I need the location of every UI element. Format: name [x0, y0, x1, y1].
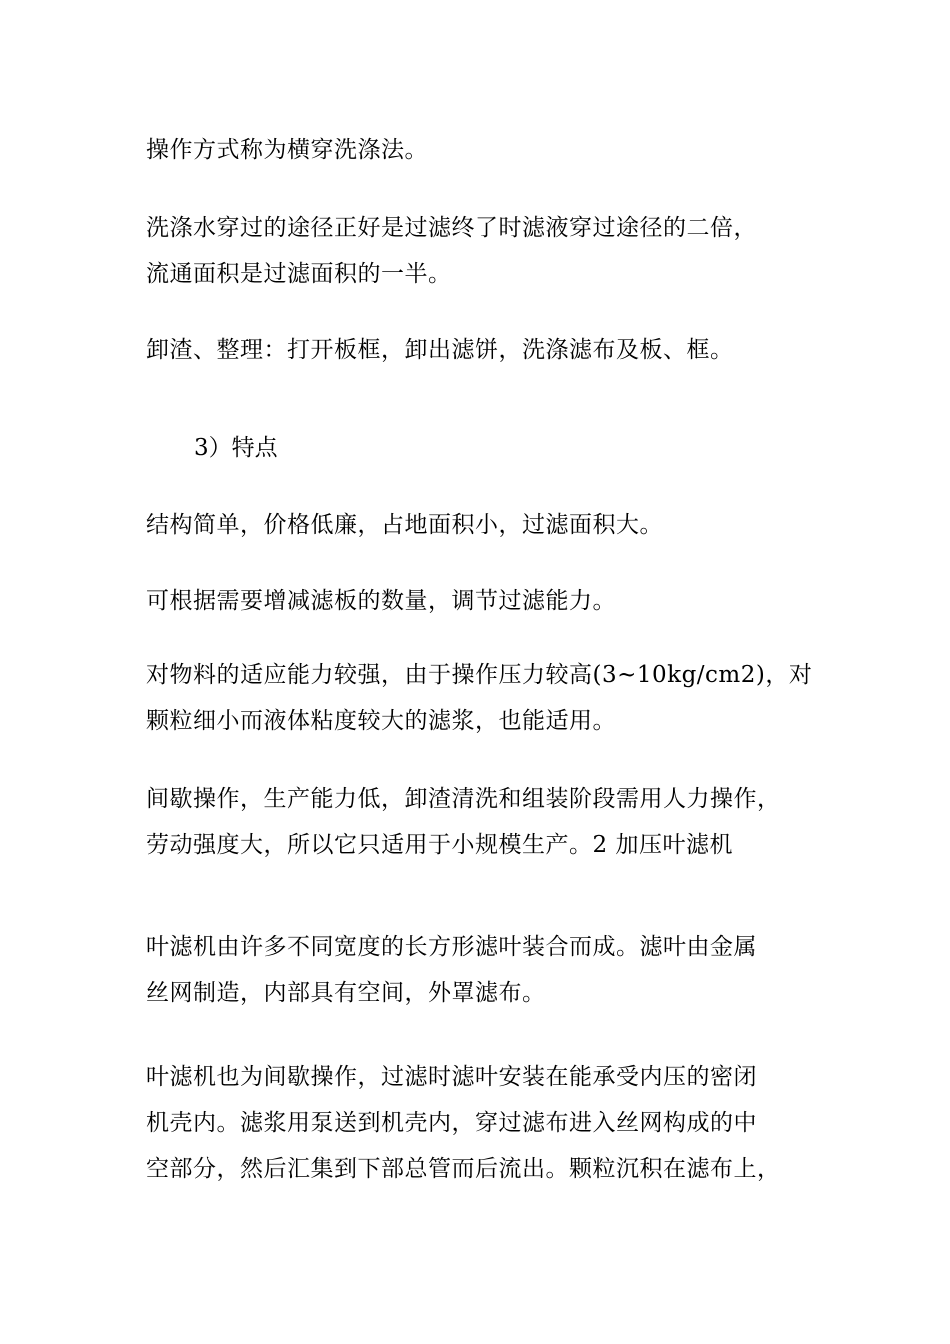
paragraph-feature-plates: [146, 578, 810, 624]
paragraph-wash-path: [146, 205, 810, 297]
text-line: 空部分，然后汇集到下部总管而后流出。颗粒沉积在滤布上，: [146, 1156, 781, 1182]
text-line: 流通面积是过滤面积的一半。: [146, 261, 452, 287]
paragraph-feature-adaptability: [146, 652, 813, 744]
text-line: 叶滤机由许多不同宽度的长方形滤叶装合而成。滤叶由金属: [146, 934, 757, 960]
text-line: 间歇操作，生产能力低，卸渣清洗和组装阶段需用人力操作，: [146, 786, 781, 812]
text-line: 颗粒细小而液体粘度较大的滤浆，也能适用。: [146, 708, 616, 734]
section-heading-features: 3）特点: [194, 435, 278, 461]
paragraph-leaf-filter-operation: [146, 1054, 810, 1192]
paragraph-wash-method: [146, 127, 810, 173]
text-line: 操作方式称为横穿洗涤法。: [146, 137, 428, 163]
text-line: 机壳内。滤浆用泵送到机壳内，穿过滤布进入丝网构成的中: [146, 1110, 757, 1136]
text-line: 卸渣、整理：打开板框，卸出滤饼，洗涤滤布及板、框。: [146, 337, 734, 363]
paragraph-feature-intermittent: [146, 776, 810, 868]
paragraph-discharge: [146, 327, 810, 373]
text-line: 可根据需要增减滤板的数量，调节过滤能力。: [146, 588, 616, 614]
text-line: 叶滤机也为间歇操作，过滤时滤叶安装在能承受内压的密闭: [146, 1064, 757, 1090]
text-line: 对物料的适应能力较强，由于操作压力较高(3~10kg/cm2)，对: [146, 662, 813, 688]
text-line: 丝网制造，内部具有空间，外罩滤布。: [146, 980, 546, 1006]
text-line: 洗涤水穿过的途径正好是过滤终了时滤液穿过途径的二倍，: [146, 215, 757, 241]
paragraph-leaf-filter-structure: [146, 924, 810, 1016]
text-line: 劳动强度大，所以它只适用于小规模生产。2 加压叶滤机: [146, 832, 733, 858]
text-line: 结构简单，价格低廉，占地面积小，过滤面积大。: [146, 512, 663, 538]
paragraph-feature-structure: [146, 502, 810, 548]
